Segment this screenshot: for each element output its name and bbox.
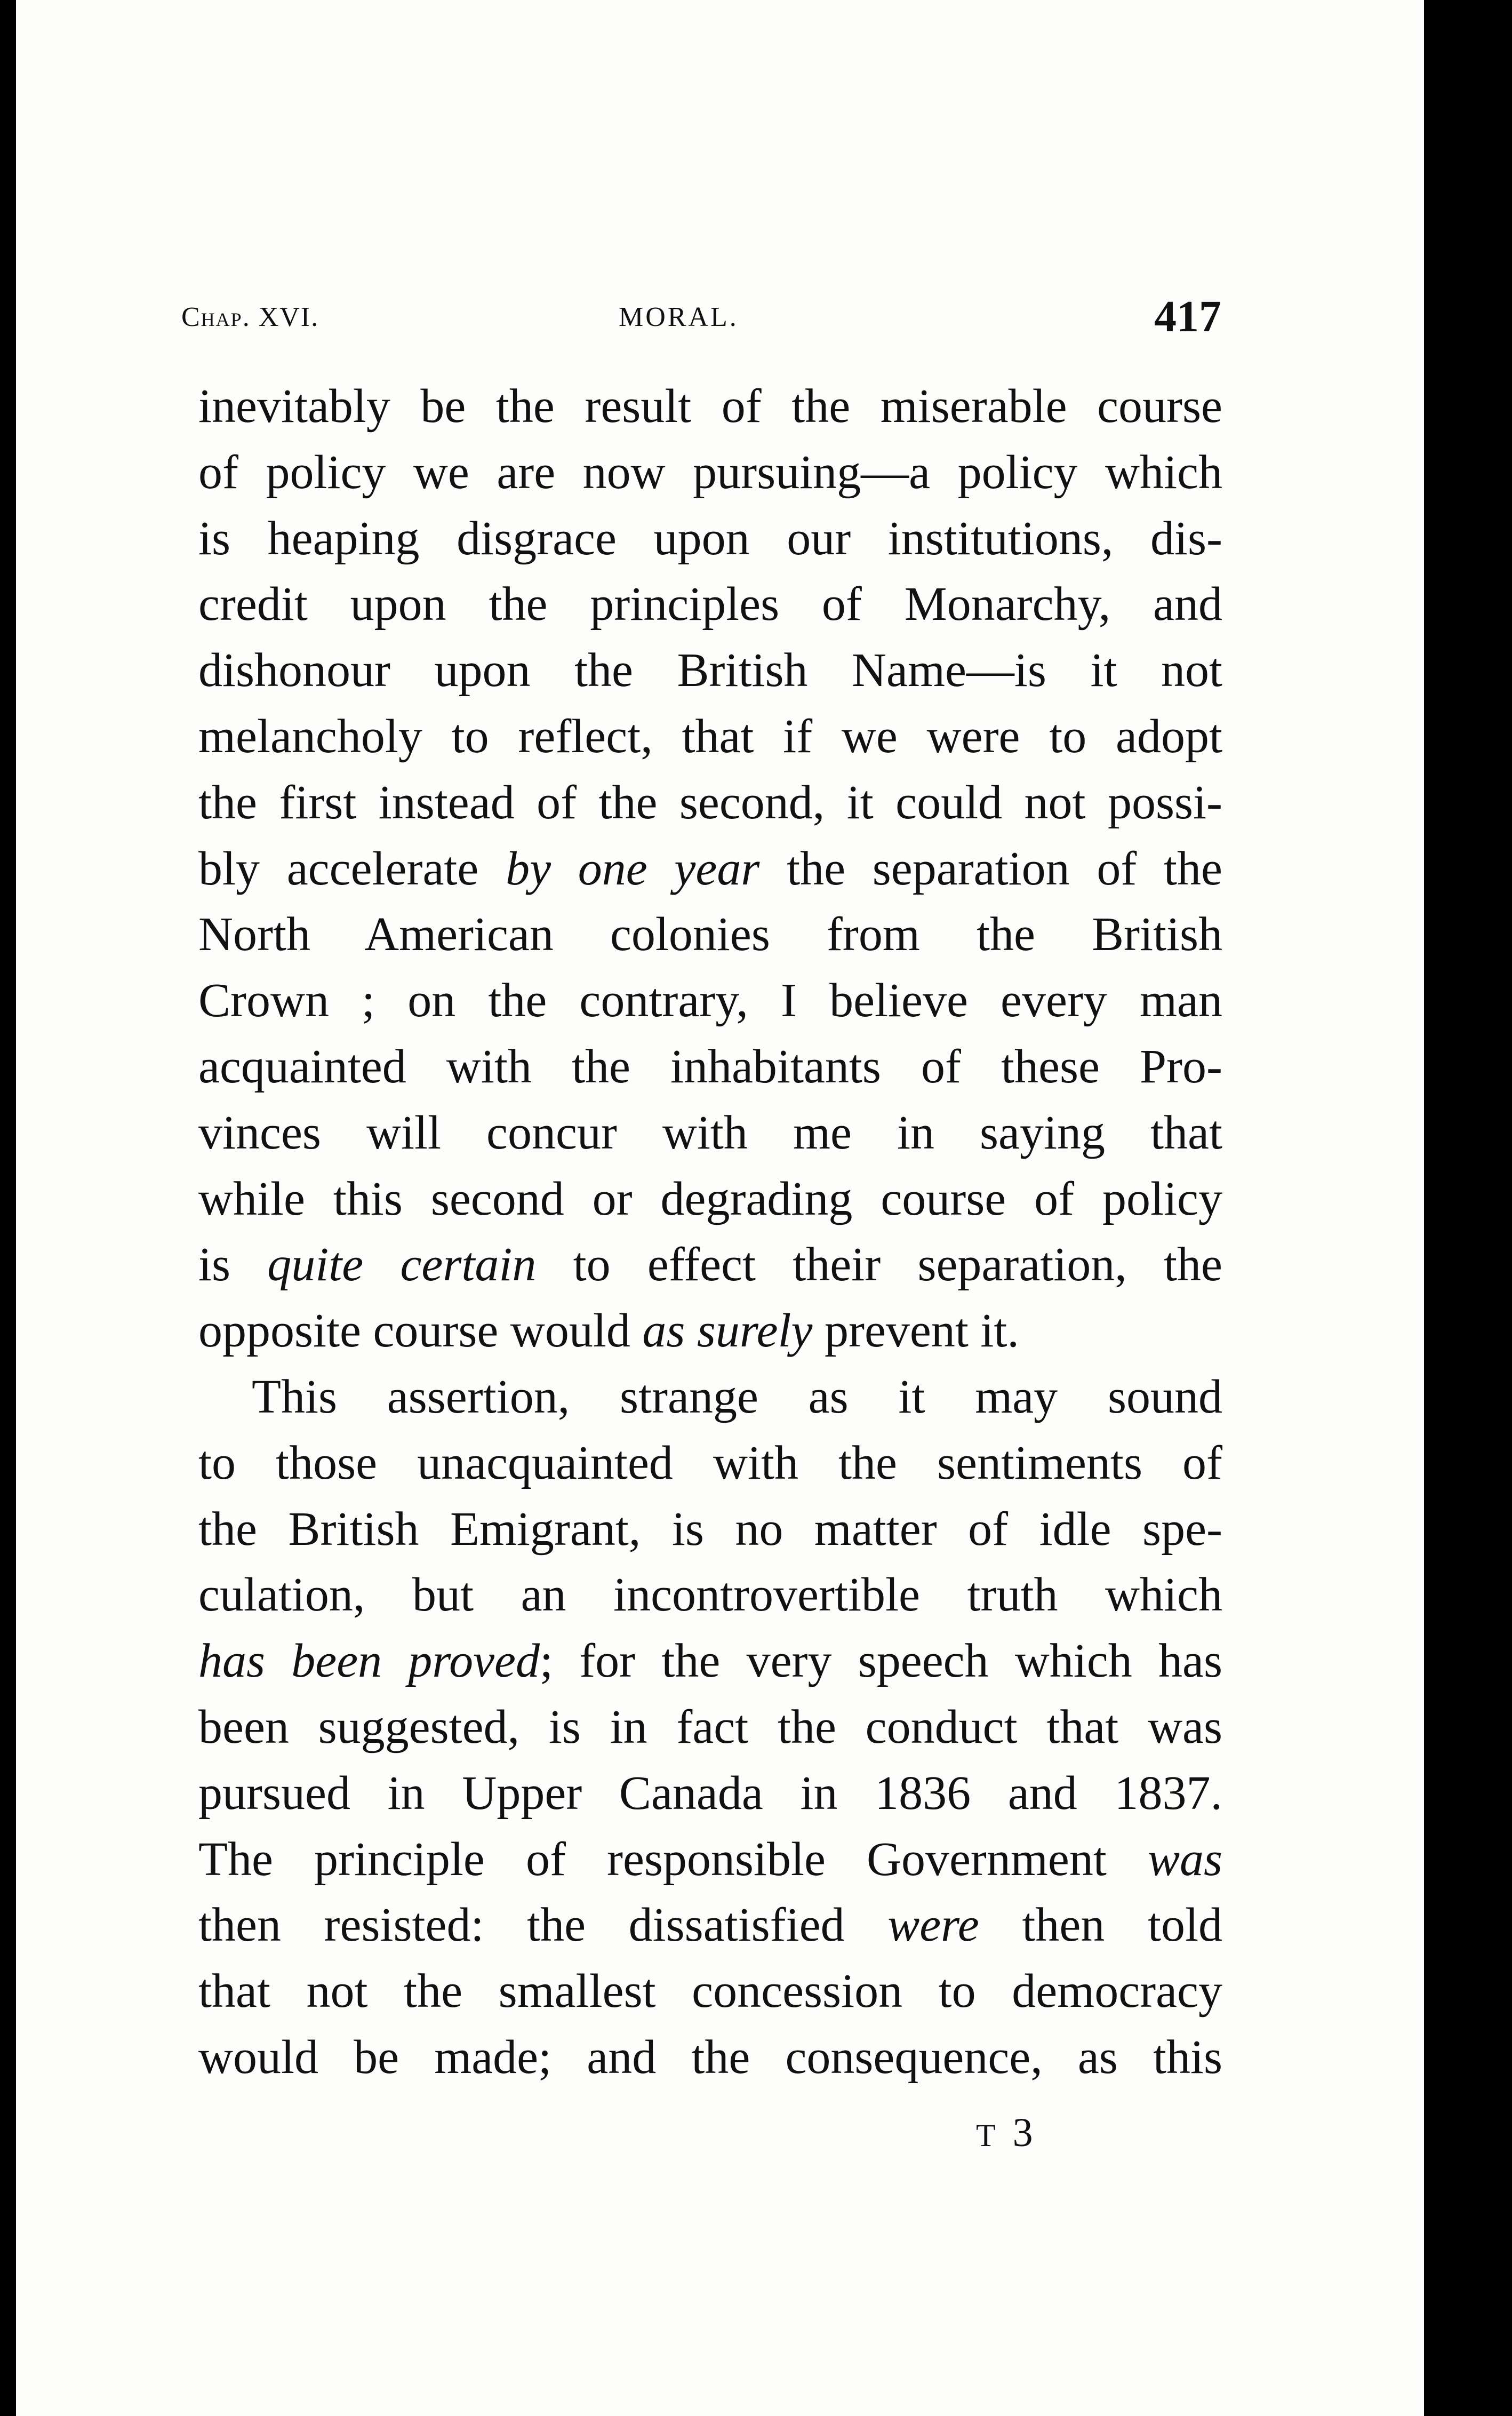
text-run: is heaping disgrace upon our institutions, dis- [198,512,1222,565]
text-run: culation, but an incontrovertible truth which [198,1568,1222,1622]
text-run: bly accelerate [198,842,506,895]
text-line [198,1364,1222,1430]
text-line [198,1958,1222,2024]
text-run: to those unacquainted with the sentiments of [198,1436,1222,1489]
text-run: ; for the very speech which has [539,1634,1222,1688]
text-run: vinces will concur with me in saying that [198,1106,1222,1159]
text-run: acquainted with the inhabitants of these Pro- [198,1040,1222,1093]
text-run: would be made; and the consequence, as this [198,2030,1222,2084]
text-run: prevent it. [812,1304,1019,1358]
text-line [198,968,1222,1034]
text-line [198,373,1222,440]
text-run: then resisted: the dissatisfied [198,1899,888,1952]
text-line [198,1562,1222,1628]
italic-text: has been proved [198,1634,540,1688]
running-header [181,291,1221,349]
text-line [198,1628,1222,1694]
italic-text: by one year [506,842,760,895]
text-run: while this second or degrading course of policy [198,1172,1222,1225]
text-line [198,571,1222,637]
text-line [198,704,1222,770]
text-line [198,1232,1222,1298]
running-title: MORAL. [619,302,739,332]
text-line [198,506,1222,572]
text-run: credit upon the principles of Monarchy, and [198,578,1222,631]
text-run: opposite course would [198,1304,643,1358]
italic-text: as surely [642,1304,813,1358]
text-run: This assertion, strange as it may sound [252,1370,1222,1423]
text-line [198,1694,1222,1760]
text-run: inevitably be the result of the miserable course [198,380,1222,433]
text-line [198,902,1222,968]
signature-mark [976,2110,1037,2156]
text-line [198,1100,1222,1166]
italic-text: quite certain [267,1238,537,1291]
text-line [198,1496,1222,1562]
text-run: pursued in Upper Canada in 1836 and 1837. [198,1766,1222,1820]
book-page [16,0,1424,2416]
text-line [198,1166,1222,1232]
text-line [198,1892,1222,1958]
text-run: to effect their separation, the [536,1238,1222,1291]
signature-number: 3 [1012,2110,1037,2155]
text-run: the separation of the [759,842,1223,895]
text-run: the first instead of the second, it could not possi- [198,776,1222,829]
text-line [198,1430,1222,1496]
text-run: Crown ; on the contrary, I believe every man [198,974,1222,1027]
text-line [198,637,1222,704]
text-line [198,1034,1222,1100]
text-run: been suggested, is in fact the conduct that was [198,1700,1222,1753]
text-run: that not the smallest concession to democracy [198,1965,1222,2018]
italic-text: was [1147,1832,1222,1886]
text-run: melancholy to reflect, that if we were to adopt [198,709,1222,763]
text-run: North American colonies from the British [198,908,1222,961]
chapter-label: Chap. XVI. [181,302,319,332]
text-line [198,1298,1222,1364]
italic-text: were [887,1899,979,1952]
body-text [198,373,1222,2091]
text-run: the British Emigrant, is no matter of idle spe- [198,1502,1222,1556]
text-line [198,836,1222,902]
text-run: then told [979,1899,1222,1952]
text-line [198,1827,1222,1893]
signature-letter: T [976,2118,1000,2153]
text-run: dishonour upon the British Name—is it not [198,644,1222,697]
text-line [198,2024,1222,2091]
text-run: The principle of responsible Government [198,1832,1148,1886]
text-line [198,440,1222,506]
text-run: of policy we are now pursuing—a policy which [198,445,1222,499]
page-number: 417 [1154,292,1221,341]
text-run: is [198,1238,268,1291]
text-line [198,1760,1222,1827]
text-line [198,770,1222,836]
